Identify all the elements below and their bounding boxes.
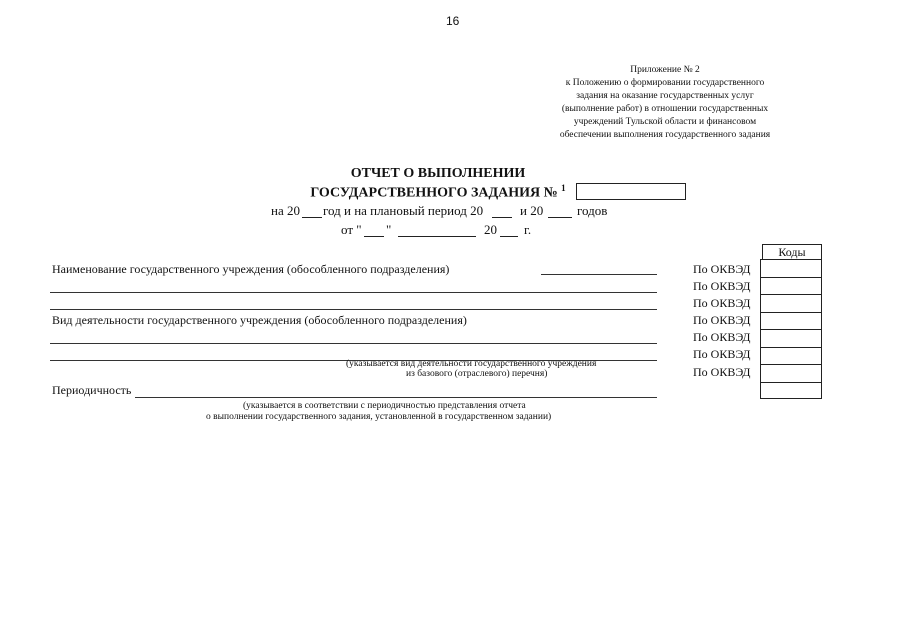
code-cell[interactable] bbox=[761, 348, 821, 366]
report-title-text: ГОСУДАРСТВЕННОГО ЗАДАНИЯ № bbox=[310, 185, 558, 201]
appendix-line: обеспечении выполнения государственного задания bbox=[559, 130, 771, 140]
activity-label: Вид деятельности государственного учреждения (обособленного подразделения) bbox=[52, 313, 467, 327]
activity-note-line1: (указывается вид деятельности государственного учреждения bbox=[346, 359, 597, 369]
appendix-line: (выполнение работ) в отношении государственных bbox=[561, 104, 769, 114]
date-day-blank[interactable] bbox=[364, 236, 384, 237]
date-twenty: 20 bbox=[484, 222, 497, 237]
okved-label: По ОКВЭД bbox=[693, 330, 751, 344]
period-years: годов bbox=[577, 203, 608, 218]
okved-label: По ОКВЭД bbox=[693, 262, 751, 276]
page-number: 16 bbox=[446, 14, 460, 28]
period-prefix: на 20 bbox=[271, 203, 300, 218]
institution-name-line2[interactable] bbox=[50, 292, 657, 293]
codes-column bbox=[760, 259, 822, 399]
date-year-blank[interactable] bbox=[500, 236, 518, 237]
code-cell[interactable] bbox=[761, 365, 821, 383]
period-and: и 20 bbox=[520, 203, 544, 218]
code-cell[interactable] bbox=[761, 278, 821, 296]
plan-year1-blank[interactable] bbox=[492, 217, 512, 218]
appendix-line: к Положению о формировании государственного bbox=[565, 78, 765, 88]
okved-label: По ОКВЭД bbox=[693, 313, 751, 327]
date-g: г. bbox=[524, 222, 532, 237]
codes-header: Коды bbox=[762, 244, 822, 260]
code-cell[interactable] bbox=[761, 330, 821, 348]
date-from: от " bbox=[341, 222, 362, 237]
report-title-line2 bbox=[300, 183, 576, 202]
appendix-line: Приложение № 2 bbox=[630, 65, 700, 75]
appendix-line: задания на оказание государственных услуг bbox=[576, 91, 754, 101]
activity-line1[interactable] bbox=[50, 343, 657, 344]
date-quote-close: " bbox=[386, 222, 392, 237]
appendix-line: учреждений Тульской области и финансовом bbox=[573, 117, 757, 127]
periodicity-field[interactable] bbox=[135, 397, 657, 398]
code-cell[interactable] bbox=[761, 295, 821, 313]
okved-label: По ОКВЭД bbox=[693, 347, 751, 361]
okved-label: По ОКВЭД bbox=[693, 365, 751, 379]
periodicity-note-line1: (указывается в соответствии с периодичностью представления отчета bbox=[243, 401, 526, 411]
activity-note-line2: из базового (отраслевого) перечня) bbox=[406, 369, 548, 379]
report-title-line1: ОТЧЕТ О ВЫПОЛНЕНИИ bbox=[350, 166, 526, 181]
report-number-field[interactable] bbox=[576, 183, 686, 200]
institution-name-blank[interactable] bbox=[541, 274, 657, 275]
date-month-blank[interactable] bbox=[398, 236, 476, 237]
code-cell[interactable] bbox=[761, 260, 821, 278]
appendix-note bbox=[540, 64, 790, 142]
plan-year2-blank[interactable] bbox=[548, 217, 572, 218]
periodicity-label: Периодичность bbox=[52, 383, 132, 397]
okved-label: По ОКВЭД bbox=[693, 296, 751, 310]
institution-name-line3[interactable] bbox=[50, 309, 657, 310]
period-year-text: год и на плановый период 20 bbox=[323, 203, 484, 218]
code-cell[interactable] bbox=[761, 313, 821, 331]
periodicity-note-line2: о выполнении государственного задания, установленной в государственном задании) bbox=[206, 412, 552, 422]
okved-label: По ОКВЭД bbox=[693, 279, 751, 293]
footnote-mark: 1 bbox=[561, 183, 566, 193]
institution-name-label: Наименование государственного учреждения (обособленного подразделения) bbox=[52, 262, 450, 276]
year-blank[interactable] bbox=[302, 217, 322, 218]
